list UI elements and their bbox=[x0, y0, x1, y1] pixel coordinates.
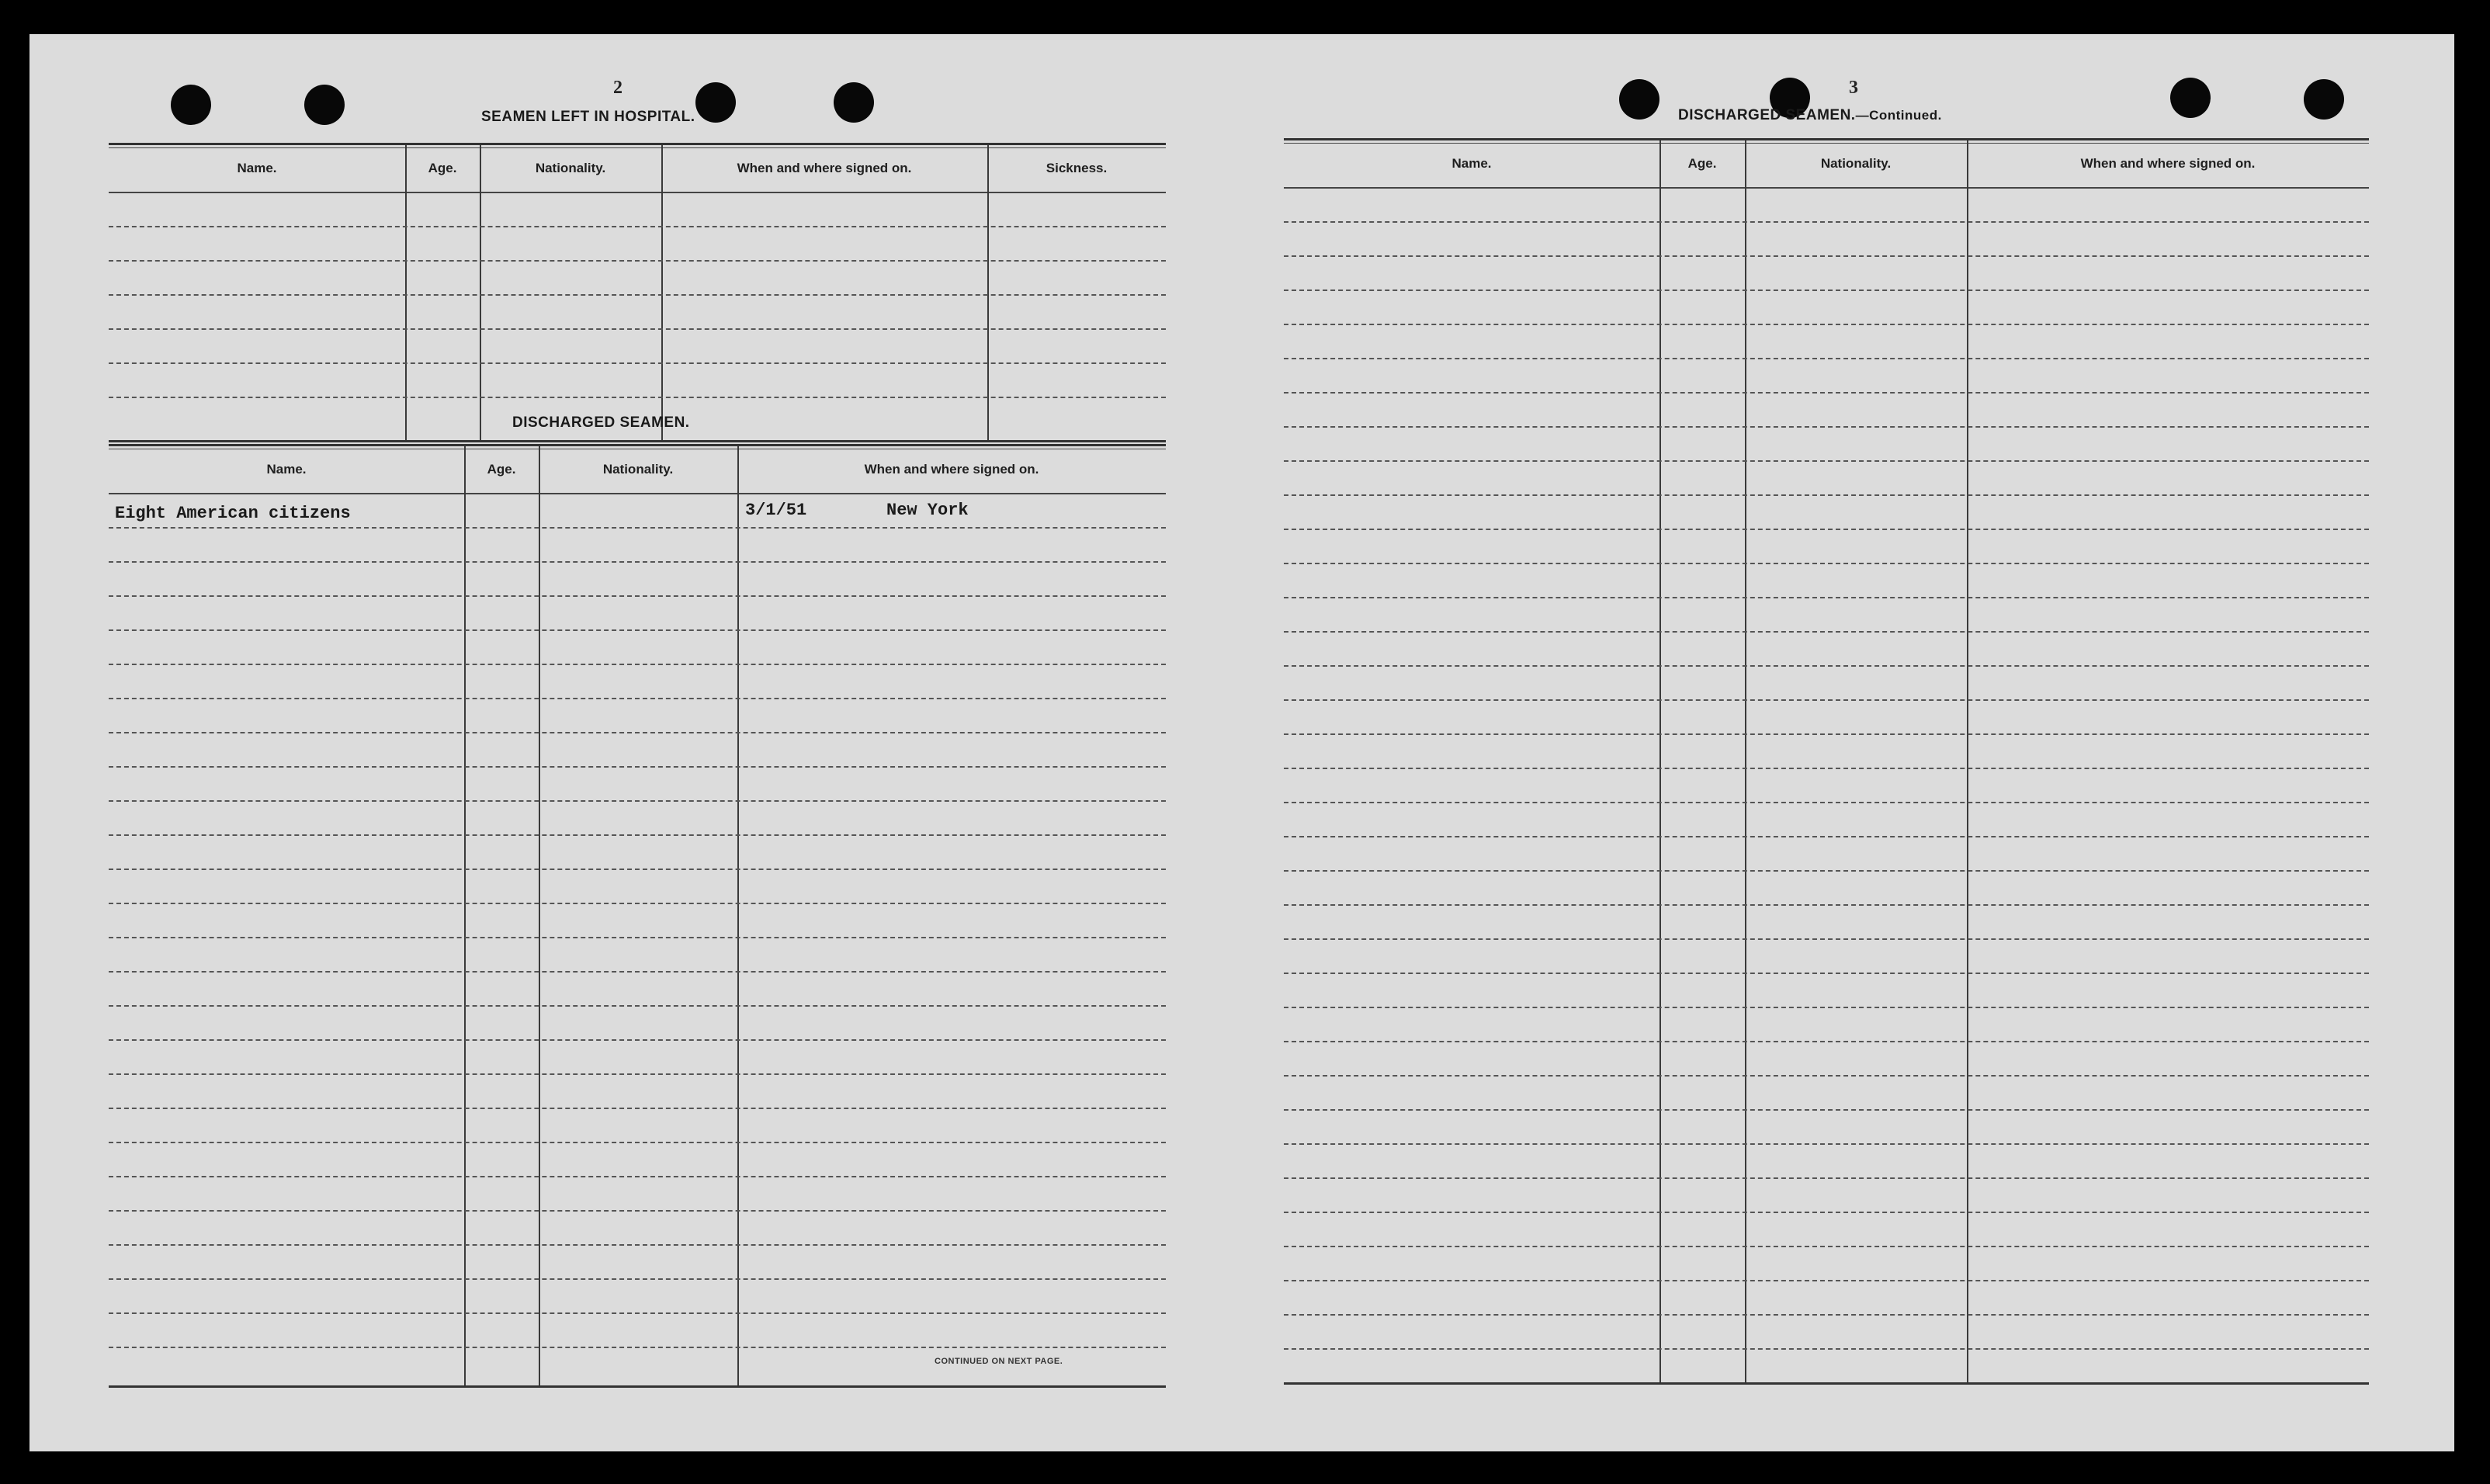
table-row bbox=[109, 1176, 1166, 1177]
table-row bbox=[109, 1278, 1166, 1280]
table-row bbox=[109, 226, 1166, 227]
document-sheet bbox=[29, 34, 2454, 1451]
col-header-signed-on: When and where signed on. bbox=[2080, 156, 2256, 171]
table-row bbox=[109, 328, 1166, 330]
table-row bbox=[1284, 665, 2369, 667]
table-row bbox=[109, 1244, 1166, 1246]
discharged-section-title: DISCHARGED SEAMEN. bbox=[512, 414, 690, 431]
table-row bbox=[1284, 1041, 2369, 1042]
table-row bbox=[1284, 836, 2369, 837]
table-row bbox=[1284, 973, 2369, 974]
table-row bbox=[109, 1005, 1166, 1007]
table-row bbox=[109, 664, 1166, 665]
page-number: 2 bbox=[613, 78, 622, 98]
table-row bbox=[1284, 358, 2369, 359]
punch-hole bbox=[2304, 79, 2344, 120]
table-row bbox=[109, 800, 1166, 802]
discharged-table bbox=[109, 444, 1166, 1388]
table-row bbox=[1284, 1246, 2369, 1247]
table-row bbox=[109, 1312, 1166, 1314]
punch-hole bbox=[304, 85, 345, 125]
table-row bbox=[109, 834, 1166, 836]
discharged-entry-date: 3/1/51 bbox=[745, 501, 807, 520]
table-row bbox=[109, 1108, 1166, 1109]
table-row bbox=[109, 397, 1166, 398]
table-row bbox=[109, 1142, 1166, 1143]
table-row bbox=[1284, 529, 2369, 530]
discharged-continued-rows bbox=[1284, 187, 2369, 1382]
col-header-age: Age. bbox=[1687, 156, 1717, 171]
table-row bbox=[1284, 802, 2369, 803]
table-row bbox=[1284, 324, 2369, 325]
page-right bbox=[1225, 34, 2454, 1451]
table-row bbox=[1284, 870, 2369, 872]
hospital-rows bbox=[109, 192, 1166, 440]
table-row bbox=[1284, 631, 2369, 633]
table-row bbox=[1284, 1280, 2369, 1281]
table-row bbox=[109, 260, 1166, 262]
table-row bbox=[109, 527, 1166, 529]
table-row bbox=[1284, 494, 2369, 496]
discharged-continued-title-main: DISCHARGED SEAMEN. bbox=[1678, 107, 1856, 123]
discharged-continued-table bbox=[1284, 138, 2369, 1385]
table-row bbox=[1284, 1177, 2369, 1179]
table-row bbox=[1284, 733, 2369, 735]
col-header-nationality: Nationality. bbox=[1820, 156, 1892, 171]
col-header-name: Name. bbox=[266, 462, 307, 477]
discharged-rows bbox=[109, 493, 1166, 1385]
table-row bbox=[1284, 768, 2369, 769]
table-row bbox=[109, 766, 1166, 768]
table-row bbox=[1284, 1143, 2369, 1145]
table-row bbox=[109, 561, 1166, 563]
table-row bbox=[109, 595, 1166, 597]
col-header-age: Age. bbox=[428, 161, 457, 175]
col-header-nationality: Nationality. bbox=[602, 462, 674, 477]
table-row bbox=[109, 1210, 1166, 1212]
table-row bbox=[109, 1073, 1166, 1075]
hospital-table bbox=[109, 143, 1166, 442]
continued-footnote: CONTINUED ON NEXT PAGE. bbox=[935, 1357, 1063, 1366]
table-row bbox=[109, 1039, 1166, 1041]
punch-hole bbox=[171, 85, 211, 125]
table-row bbox=[1284, 1212, 2369, 1213]
table-row bbox=[109, 698, 1166, 699]
col-header-age: Age. bbox=[487, 462, 516, 477]
table-row bbox=[109, 629, 1166, 631]
punch-hole bbox=[2170, 78, 2211, 118]
table-row bbox=[109, 971, 1166, 973]
table-row bbox=[1284, 904, 2369, 906]
table-row bbox=[1284, 290, 2369, 291]
discharged-entry-place: New York bbox=[886, 501, 969, 520]
table-row bbox=[109, 294, 1166, 296]
table-row bbox=[1284, 1314, 2369, 1316]
table-row bbox=[1284, 1007, 2369, 1008]
table-row bbox=[1284, 563, 2369, 564]
table-row bbox=[1284, 392, 2369, 394]
col-header-signed-on: When and where signed on. bbox=[864, 462, 1039, 477]
table-row bbox=[109, 937, 1166, 938]
punch-hole bbox=[1619, 79, 1659, 120]
table-row bbox=[1284, 1075, 2369, 1077]
col-header-sickness: Sickness. bbox=[1046, 161, 1108, 175]
table-row bbox=[1284, 1109, 2369, 1111]
table-row bbox=[1284, 255, 2369, 257]
page-left bbox=[29, 34, 1225, 1451]
table-row bbox=[109, 362, 1166, 364]
col-header-signed-on: When and where signed on. bbox=[737, 161, 912, 175]
discharged-entry-name: Eight American citizens bbox=[115, 504, 351, 523]
table-row bbox=[109, 1347, 1166, 1348]
table-row bbox=[1284, 221, 2369, 223]
table-row bbox=[1284, 460, 2369, 462]
table-row bbox=[109, 732, 1166, 733]
table-row bbox=[1284, 938, 2369, 940]
table-row bbox=[109, 869, 1166, 870]
punch-hole bbox=[834, 82, 874, 123]
col-header-name: Name. bbox=[1451, 156, 1492, 171]
col-header-name: Name. bbox=[237, 161, 277, 175]
table-row bbox=[1284, 1348, 2369, 1350]
discharged-continued-title bbox=[1678, 107, 1942, 124]
discharged-continued-suffix: —Continued. bbox=[1855, 108, 1942, 123]
punch-hole bbox=[695, 82, 736, 123]
page-number: 3 bbox=[1849, 78, 1858, 98]
table-row bbox=[1284, 597, 2369, 598]
table-row bbox=[1284, 426, 2369, 428]
col-header-nationality: Nationality. bbox=[535, 161, 606, 175]
table-row bbox=[1284, 699, 2369, 701]
table-row bbox=[109, 903, 1166, 904]
hospital-section-title: SEAMEN LEFT IN HOSPITAL. bbox=[481, 109, 695, 125]
